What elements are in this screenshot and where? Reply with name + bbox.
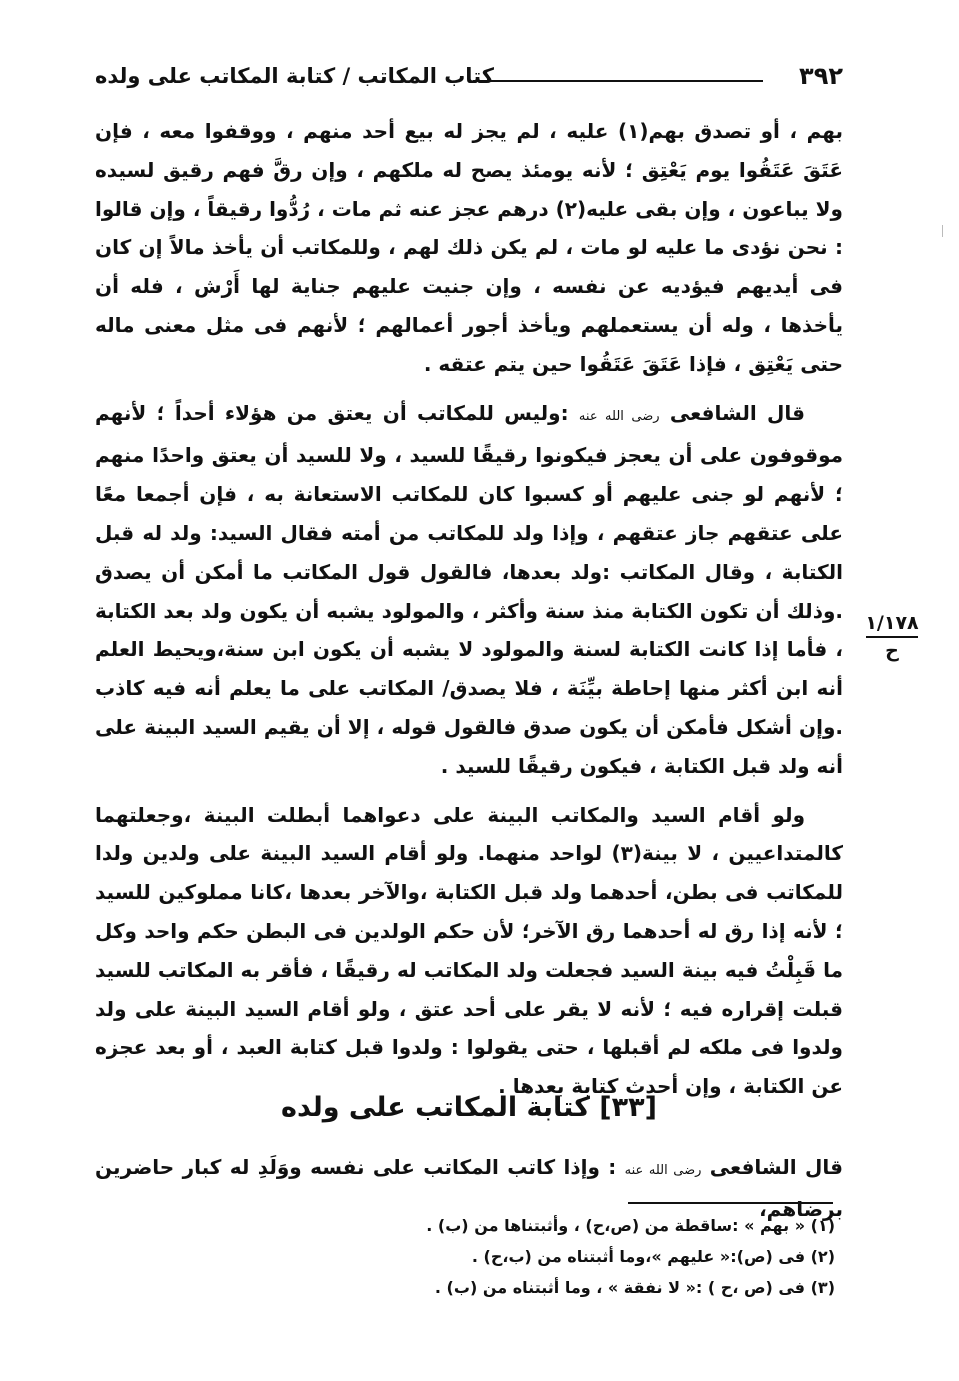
- honorific-ligature: رضى الله عنه: [578, 408, 660, 424]
- footnote-rule: [628, 1202, 833, 1204]
- header-rule: [473, 80, 763, 82]
- running-title: كتاب المكاتب / كتابة المكاتب على ولده: [95, 64, 494, 88]
- speaker-name: قال الشافعى: [669, 400, 805, 425]
- paragraph-3: ولو أقام السيد والمكاتب البينة على دعواهما أبطلت البينة ،وجعلتهما كالمتداعيين ، لا بينة(٣) لواحد منهما. ولو أقام السيد البينة على ولدين ولدا للمكاتب فى بطن، أحدهما ولد قبل الكتابة ،والآخر بعدها ،كانا مملوكين للسيد ؛ لأنه إذا رق له أحدهما رق الآخر؛ لأن حكم الولدين فى البطن حكم واحد وكل ما قَبِلْتُ فيه بينة السيد فجعلت ولد المكاتب له رقيقًا ، فأقر به المكاتب للسيد قبلت إقراره فيه ؛ لأنه لا يقر على أحد عتق ، ولو أقام السيد البينة على ولد ولدوا فى ملكه لم أقبلها ، حتى يقولوا : ولدوا قبل كتابة العبد ، أو بعد عجزه عن الكتابة ، وإن أحدث كتابة بعدها .: [95, 802, 844, 1099]
- margin-mark: [942, 225, 943, 237]
- manuscript-siglum: ح: [885, 640, 899, 662]
- paragraph-2: [95, 394, 843, 786]
- footnotes: [95, 1210, 835, 1303]
- section-title: [٣٣] كتابة المكاتب على ولده: [281, 1092, 657, 1123]
- section-first-text: : وإذا كاتب المكاتب على نفسه ووَلَدِ له كبار حاضرين برضاهم،: [95, 1155, 843, 1221]
- main-text: [95, 112, 843, 1116]
- folio-number: ١/١٧٨: [865, 612, 919, 634]
- paragraph-1: بهم ، أو تصدق بهم(١) عليه ، لم يجز له بيع أحد منهم ، ووقفوا معه ، فإن عَتَقَ عَتَقُوا يوم يَعْتِق ؛ لأنه يومئذ يصح له ملكهم ، وإن رقَّ فهم رقيق لسيده ولا يباعون ، وإن بقى عليه(٢) درهم عجز عنه ثم مات ، رُدُّوا رقيقاً ، وإن قالوا : نحن نؤدى ما عليه لو مات ، لم يكن ذلك لهم ، وللمكاتب أن يأخذ مالاً إن كان فى أيديهم فيؤديه عن نفسه ، وإن جنيت عليهم جناية لها أَرْش ، فله أن يأخذها ، وله أن يستعملهم ويأخذ أجور أعمالهم ؛ لأنهم فى مثل معنى ماله حتى يَعْتِق ، فإذا عَتَقَ عَتَقُوا حين يتم عتقه .: [95, 119, 843, 376]
- footnote-2: (٢) فى (ص):« عليهم »،وما أثبتناه من (ب،ح) .: [471, 1247, 835, 1266]
- margin-folio-note: [862, 612, 922, 662]
- page-header: [95, 62, 843, 96]
- folio-rule: [866, 636, 918, 638]
- section-honorific-ligature: رضى الله عنه: [624, 1163, 702, 1178]
- page-number: ٣٩٢: [799, 62, 843, 90]
- section-speaker-name: قال الشافعى: [709, 1155, 843, 1179]
- footnote-3: (٣) فى (ص ،ح ) :« لا نفقة » ، وما أثبتناه من (ب) .: [434, 1278, 835, 1297]
- footnote-1: (١) « بهم » :ساقطة من (ص،ح) ، وأثبتناها من (ب) .: [426, 1216, 835, 1235]
- paragraph-2-text: :وليس للمكاتب أن يعتق من هؤلاء أحداً ؛ لأنهم موقوفون على أن يعجز فيكونوا رقيقًا للسيد ، ولا للسيد أن يعتق واحدًا منهم ؛ لأنهم لو جنى عليهم أو كسبوا كان للمكاتب الاستعانة به ، فإن أجمعا معًا على عتقهم جاز عتقهم ، وإذا ولد للمكاتب من أمته فقال السيد: ولد له قبل الكتابة ، وقال المكاتب :ولد بعدها، فالقول قول المكاتب ما أمكن أن يصدق .وذلك أن تكون الكتابة منذ سنة وأكثر ، والمولود يشبه أن يكون ولد بعد الكتابة ، فأما إذا كانت الكتابة لسنة والمولود لا يشبه أن يكون ابن سنة،ويحيط العلم أنه ابن أكثر منها إحاطة بيِّنَة ، فلا يصدق/ المكاتب على ما يعلم أنه فيه كاذب .وإن أشكل فأمكن أن يكون صدق فالقول قوله ، إلا أن يقيم السيد البينة على أنه ولد قبل الكتابة ، فيكون رقيقًا للسيد .: [95, 400, 843, 778]
